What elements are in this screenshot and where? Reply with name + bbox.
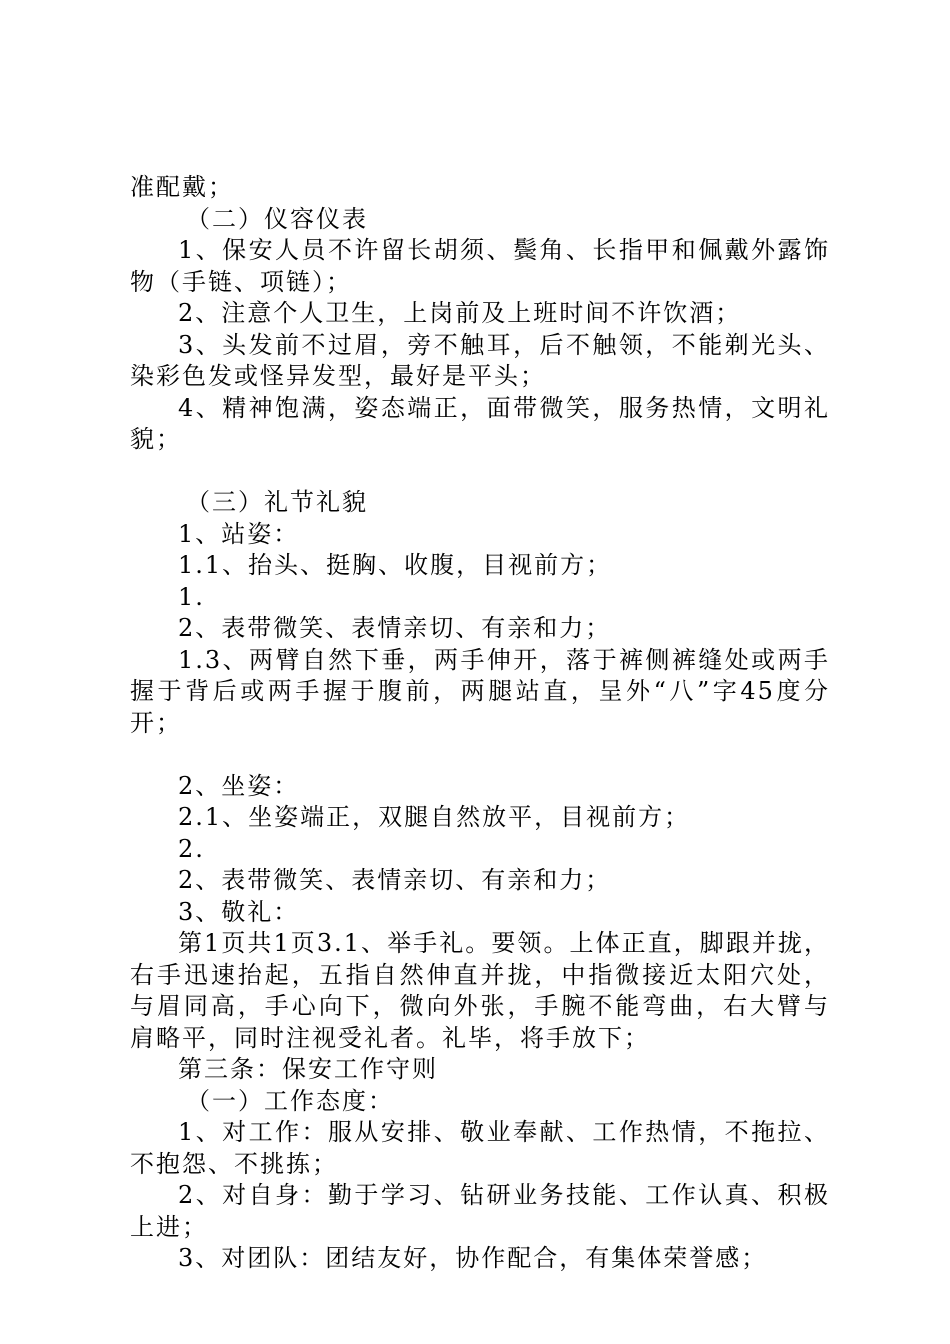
paragraph: 3、头发前不过眉，旁不触耳，后不触领，不能剃光头、染彩色发或怪异发型，最好是平头； bbox=[130, 330, 830, 390]
paragraph: 1.3、两臂自然下垂，两手伸开，落于裤侧裤缝处或两手握于背后或两手握于腹前，两腿站直，呈外“八”字45度分开； bbox=[130, 645, 830, 737]
paragraph: 1、保安人员不许留长胡须、鬓角、长指甲和佩戴外露饰物（手链、项链）； bbox=[130, 236, 830, 296]
blank-line bbox=[130, 456, 830, 488]
paragraph: 1、站姿： bbox=[178, 519, 300, 548]
paragraph: 4、精神饱满，姿态端正，面带微笑，服务热情，文明礼貌； bbox=[130, 393, 830, 453]
paragraph: 1.1、抬头、挺胸、收腹，目视前方； bbox=[178, 551, 613, 579]
paragraph: 2.1、坐姿端正，双腿自然放平，目视前方； bbox=[178, 803, 691, 831]
paragraph: 2、表带微笑、表情亲切、有亲和力； bbox=[178, 866, 612, 894]
blank-line bbox=[130, 739, 830, 771]
section-heading-appearance: （二）仪容仪表 bbox=[186, 204, 368, 233]
document-body bbox=[130, 172, 830, 1275]
paragraph: 2、对自身：勤于学习、钻研业务技能、工作认真、积极上进； bbox=[130, 1181, 830, 1241]
paragraph-continuation: 准配戴； bbox=[130, 173, 234, 201]
article-heading: 第三条：保安工作守则 bbox=[178, 1055, 438, 1083]
paragraph: 2. bbox=[178, 834, 205, 863]
paragraph: 2、注意个人卫生，上岗前及上班时间不许饮酒； bbox=[178, 299, 742, 327]
paragraph: 3、敬礼： bbox=[178, 897, 300, 926]
paragraph: 1、对工作：服从安排、敬业奉献、工作热情，不拖拉、不抱怨、不挑拣； bbox=[130, 1118, 830, 1178]
paragraph: 3、对团队：团结友好，协作配合，有集体荣誉感； bbox=[178, 1244, 768, 1272]
paragraph: 2、坐姿： bbox=[178, 771, 300, 800]
paragraph: 1. bbox=[178, 582, 205, 611]
section-heading-etiquette: （三）礼节礼貌 bbox=[186, 488, 368, 516]
paragraph: 2、表带微笑、表情亲切、有亲和力； bbox=[178, 614, 612, 642]
section-heading-work-attitude: （一）工作态度： bbox=[186, 1086, 394, 1115]
paragraph: 第1页共1页3.1、举手礼。要领。上体正直，脚跟并拢，右手迅速抬起，五指自然伸直并拢，中指微接近太阳穴处，与眉同高，手心向下，微向外张，手腕不能弯曲，右大臂与肩略平，同时注视受礼者。礼毕，将手放下； bbox=[130, 929, 830, 1052]
